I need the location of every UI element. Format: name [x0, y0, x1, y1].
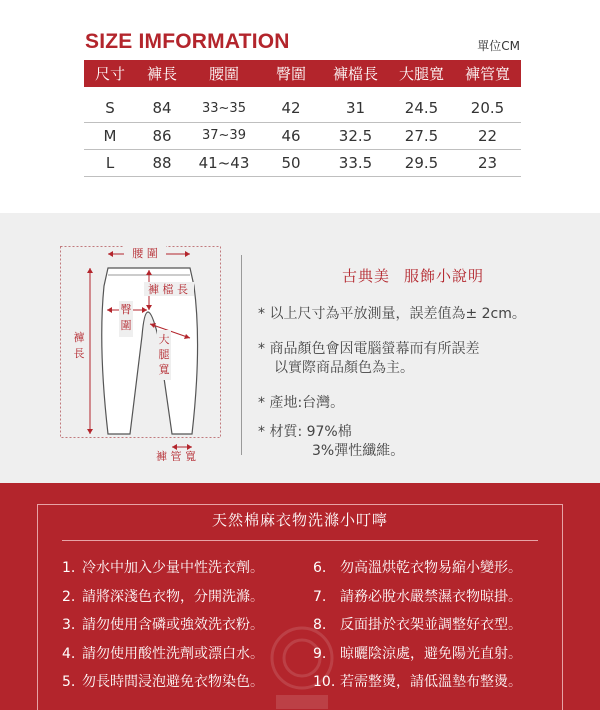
table-cell: 50 — [260, 149, 322, 176]
waist-label: 腰 圍 — [132, 247, 158, 260]
item-number: 10. — [313, 674, 336, 690]
item-number: 2. — [62, 588, 76, 605]
item-text: 請務必脫水嚴禁濕衣物晾掛 — [340, 588, 508, 605]
note-color — [258, 340, 479, 378]
header-rise: 褲檔長 — [322, 60, 389, 87]
table-cell: L — [84, 149, 136, 176]
item-end: 。 — [508, 588, 522, 605]
size-title: SIZE IMFORMATION — [85, 30, 290, 53]
info-heading: 服飾小說明 — [404, 267, 485, 285]
item-text: 若需整燙，請低溫墊布整燙 — [340, 674, 508, 690]
note-material — [258, 423, 404, 461]
washing-section — [0, 483, 600, 710]
brand-name: 古典美 — [342, 267, 391, 285]
hem-label: 褲 管 寬 — [156, 450, 196, 461]
list-item — [313, 583, 522, 612]
item-text: 勿高溫烘乾衣物易縮小變形 — [340, 560, 508, 576]
list-item — [62, 583, 264, 612]
table-cell: M — [84, 122, 136, 149]
item-text: 勿長時間浸泡避免衣物染色 — [82, 674, 250, 690]
item-end: 。 — [250, 560, 264, 576]
size-table — [84, 60, 521, 177]
item-end: 。 — [508, 645, 522, 662]
item-text: 請勿使用酸性洗劑或漂白水 — [82, 645, 250, 662]
table-cell: 24.5 — [389, 87, 454, 122]
note-material-line2: 3%彈性纖維。 — [312, 443, 405, 459]
note-measurement: * 以上尺寸為平放測量，誤差值為± 2cm。 — [258, 306, 526, 322]
table-cell: S — [84, 87, 136, 122]
washing-list-right — [313, 554, 522, 697]
item-text: 反面掛於衣架並調整好衣型 — [340, 617, 508, 633]
item-number: 6. — [313, 560, 327, 576]
list-item — [62, 554, 264, 583]
item-end: 。 — [508, 560, 522, 576]
list-item — [62, 640, 264, 669]
note-origin: * 產地:台灣。 — [258, 395, 345, 411]
table-cell: 23 — [454, 149, 521, 176]
item-end: 。 — [250, 674, 264, 690]
item-end: 。 — [508, 617, 522, 633]
unit-label: 單位CM — [477, 39, 520, 53]
header-waist: 腰圍 — [188, 60, 260, 87]
table-cell: 86 — [136, 122, 188, 149]
size-table-header — [84, 60, 521, 87]
table-cell: 31 — [322, 87, 389, 122]
table-cell: 41~43 — [188, 149, 260, 176]
item-end: 。 — [250, 617, 264, 633]
table-cell: 22 — [454, 122, 521, 149]
note-color-line1: * 商品顏色會因電腦螢幕而有所誤差 — [258, 341, 480, 357]
header-size: 尺寸 — [84, 60, 136, 87]
table-cell: 42 — [260, 87, 322, 122]
item-end: 。 — [250, 588, 264, 605]
size-section — [0, 0, 600, 213]
table-cell: 27.5 — [389, 122, 454, 149]
table-cell: 20.5 — [454, 87, 521, 122]
header-thigh: 大腿寬 — [389, 60, 454, 87]
table-row — [84, 87, 521, 122]
item-number: 7. — [313, 588, 327, 605]
table-cell: 32.5 — [322, 122, 389, 149]
length-label-2: 長 — [73, 347, 85, 360]
table-cell: 29.5 — [389, 149, 454, 176]
length-label-1: 褲 — [73, 331, 85, 344]
list-item — [62, 611, 264, 640]
list-item — [313, 554, 522, 583]
table-cell: 37~39 — [188, 122, 260, 149]
note-color-line2: 以實際商品顏色為主。 — [274, 360, 414, 376]
header-hip: 臀圍 — [260, 60, 322, 87]
pants-diagram — [60, 226, 235, 461]
item-number: 8. — [313, 617, 327, 633]
washing-divider — [62, 540, 538, 541]
washing-title: 天然棉麻衣物洗滌小叮嚀 — [211, 511, 388, 529]
hip-label-1: 臀 — [120, 303, 132, 316]
item-end: 。 — [250, 645, 264, 662]
list-item — [313, 640, 522, 669]
table-cell: 46 — [260, 122, 322, 149]
table-cell: 84 — [136, 87, 188, 122]
hip-label-2: 圍 — [120, 319, 132, 332]
item-number: 3. — [62, 617, 76, 633]
table-cell: 33~35 — [188, 87, 260, 122]
table-row — [84, 122, 521, 149]
washing-list-left — [62, 554, 264, 697]
item-text: 晾曬陰涼處，避免陽光直射 — [340, 645, 508, 662]
item-number: 9. — [313, 645, 327, 662]
item-number: 5. — [62, 674, 76, 690]
header-hem: 褲管寬 — [454, 60, 521, 87]
thigh-label-2: 腿 — [158, 348, 170, 361]
item-text: 請勿使用含磷或強效洗衣粉 — [82, 617, 250, 633]
divider — [241, 255, 242, 455]
info-title — [342, 265, 484, 286]
table-cell: 88 — [136, 149, 188, 176]
item-number: 4. — [62, 645, 76, 662]
item-text: 冷水中加入少量中性洗衣劑 — [82, 560, 250, 576]
list-item — [62, 668, 264, 697]
rise-label: 褲 檔 長 — [148, 283, 188, 296]
item-end: 。 — [508, 674, 522, 690]
item-number: 1. — [62, 560, 76, 576]
list-item — [313, 668, 522, 697]
table-row — [84, 149, 521, 176]
thigh-label-3: 寬 — [158, 363, 170, 376]
header-length: 褲長 — [136, 60, 188, 87]
note-material-line1: * 材質: 97%棉 — [258, 424, 352, 440]
list-item — [313, 611, 522, 640]
thigh-label-1: 大 — [158, 333, 170, 346]
measurement-section — [0, 213, 600, 483]
item-text: 請將深淺色衣物，分開洗滌 — [82, 588, 250, 605]
table-cell: 33.5 — [322, 149, 389, 176]
